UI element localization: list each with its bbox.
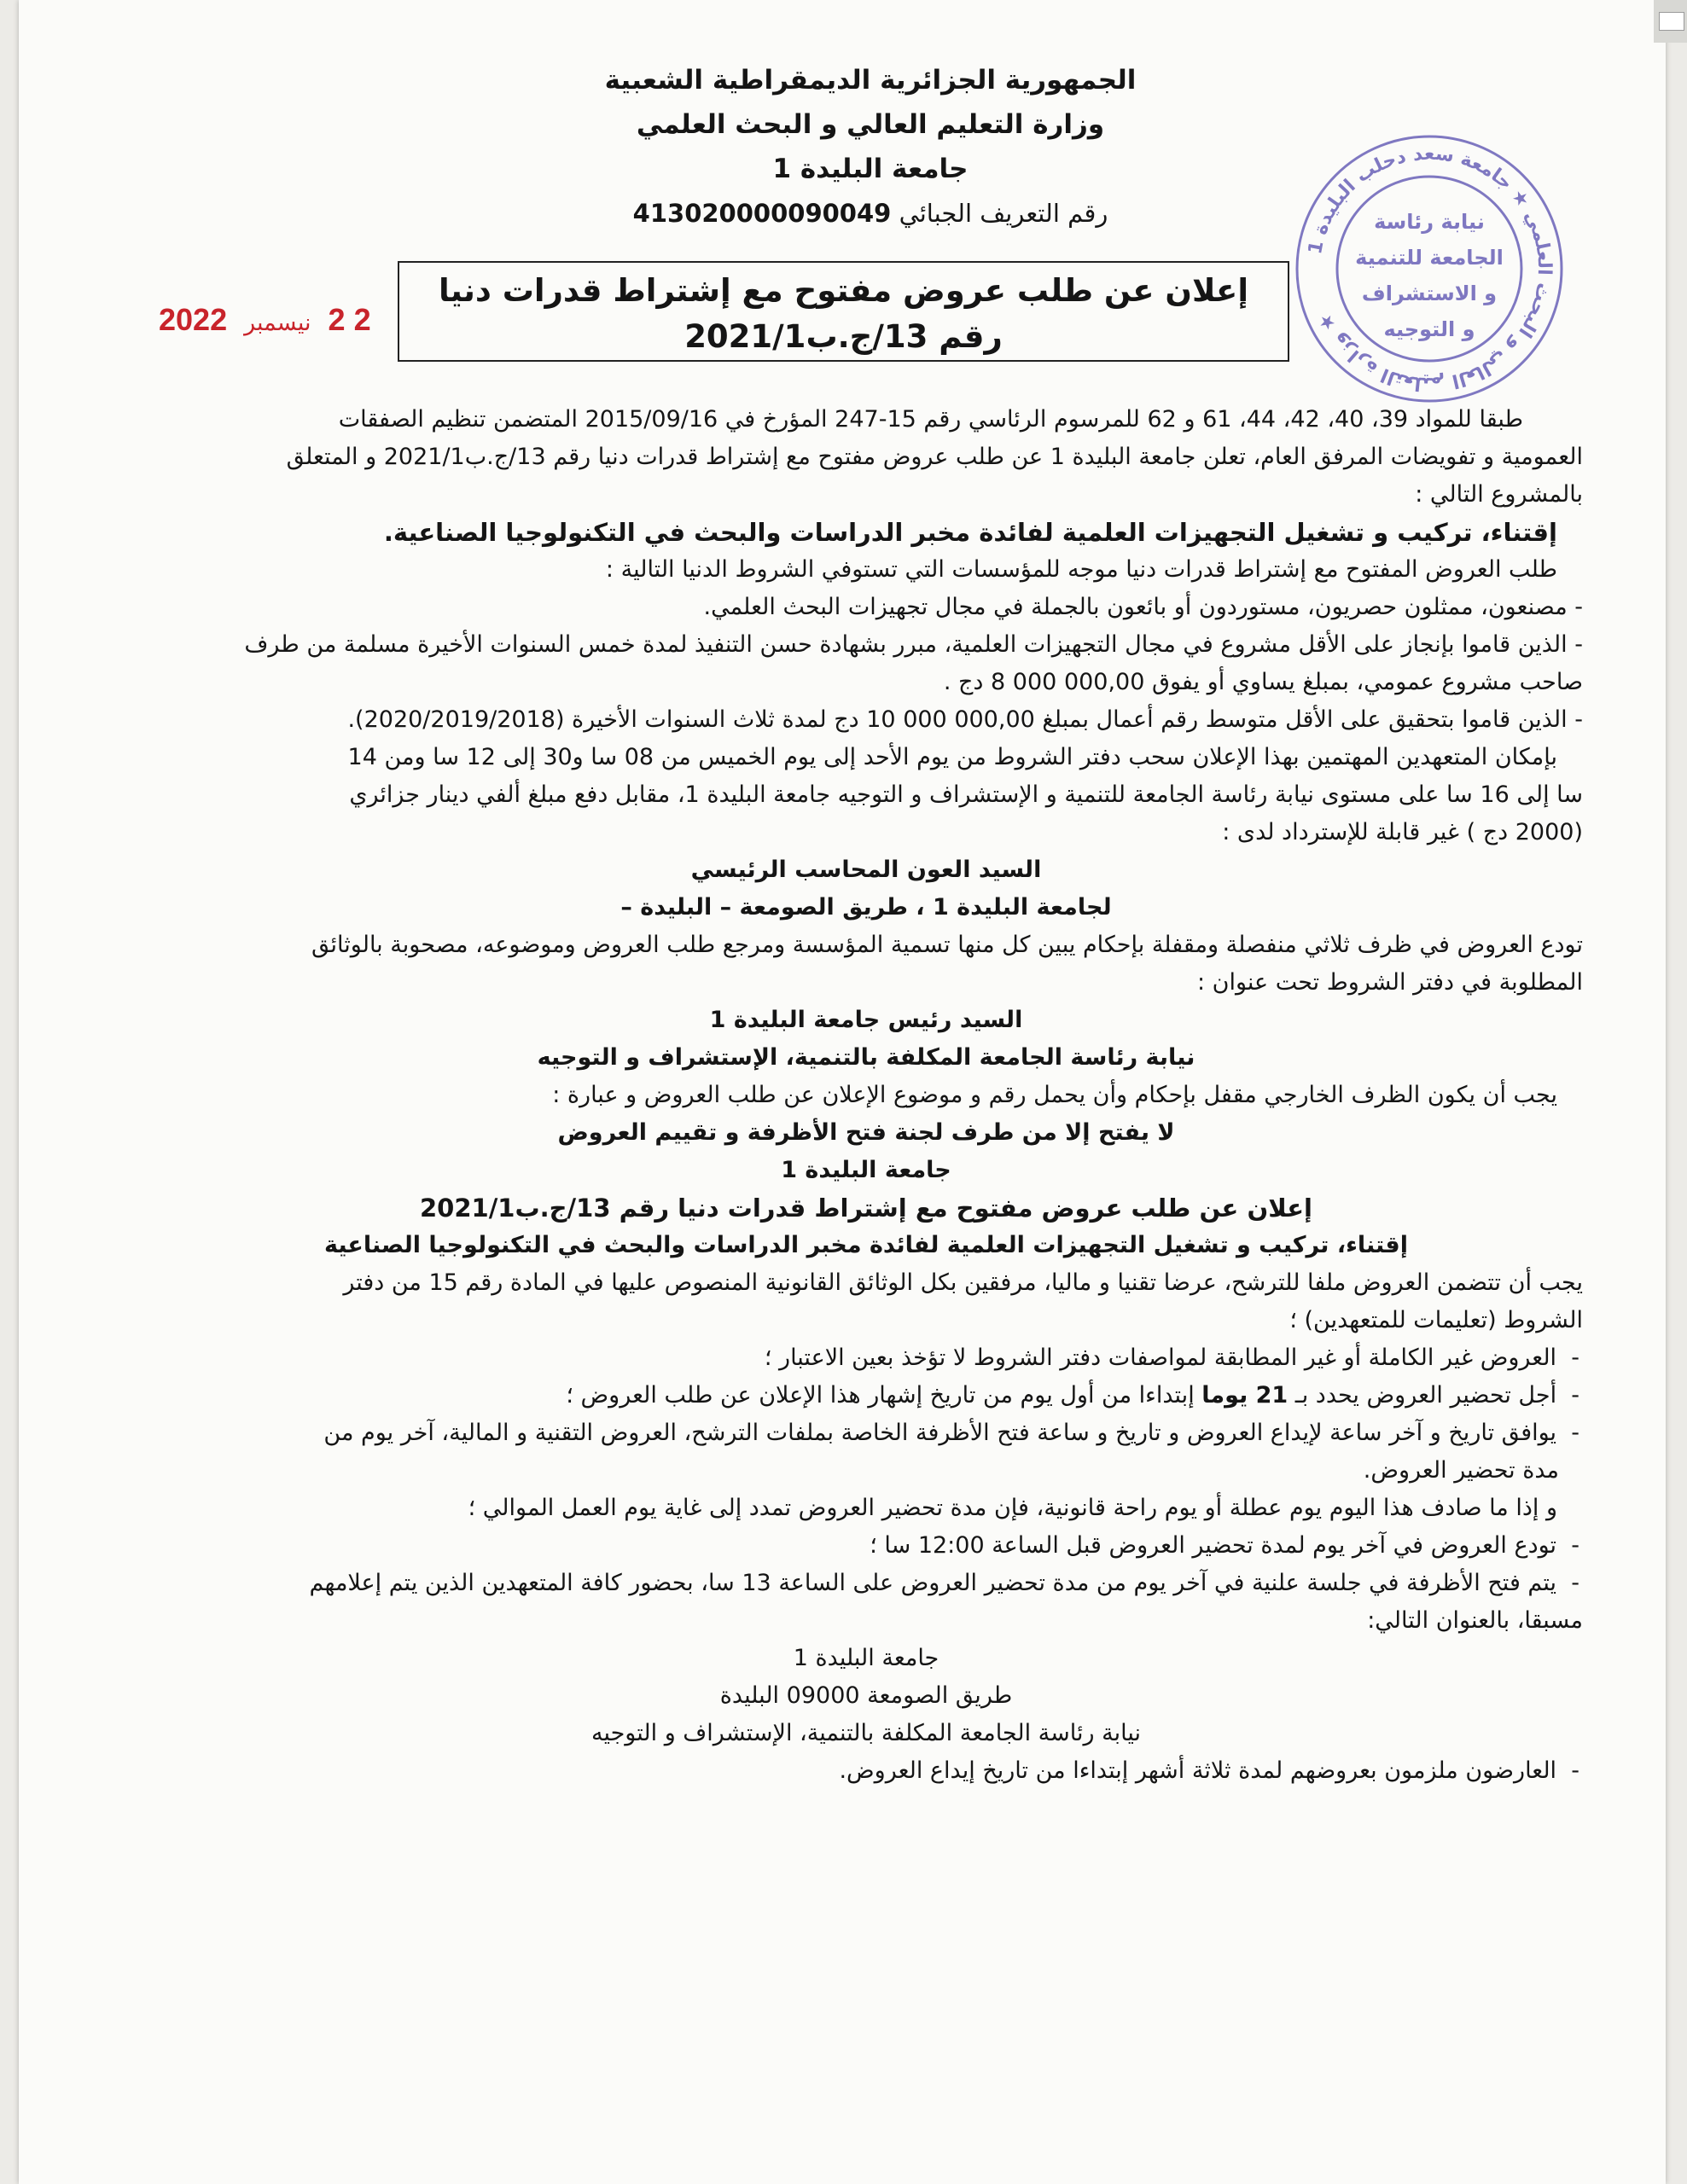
envelope-note: يجب أن يكون الظرف الخارجي مقفل بإحكام وأن يحمل رقم و موضوع الإعلان عن طلب العروض و عبارة : (552, 1082, 1557, 1108)
conditions-intro: طلب العروض المفتوح مع إشتراط قدرات دنيا موجه للمؤسسات التي تستوفي الشروط الدنيا التالية : (605, 556, 1557, 583)
seal-line-3: و الاستشراف (1361, 282, 1498, 305)
document-body (149, 401, 1583, 1790)
seal-line-2: الجامعة للتنمية (1355, 246, 1504, 270)
bullet-dash: - (1571, 1420, 1579, 1446)
bullet-incomplete-offers (149, 1339, 1583, 1377)
president-title: السيد رئيس جامعة البليدة 1 (709, 1007, 1023, 1033)
project-title-repeat: إقتناء، تركيب و تشغيل التجهيزات العلمية لفائدة مخبر الدراسات والبحث في التكنولوجيا الصناعية (324, 1232, 1408, 1258)
bullet-deposit-time (149, 1527, 1583, 1565)
condition-3: - الذين قاموا بتحقيق على الأقل متوسط رقم أعمال بمبلغ 000,00 000 10 دج لمدة ثلاث السنوات الأخيرة (2020/2019/2018). (347, 706, 1583, 733)
intro-line-3: بالمشروع التالي : (1415, 481, 1583, 508)
bullet-opening-date (149, 1414, 1583, 1452)
announcement-number: رقم 13/ج.ب2021/1 (684, 318, 1003, 355)
tax-id-line (597, 191, 1143, 235)
accountant-title: السيد العون المحاسب الرئيسي (690, 857, 1042, 883)
deadline-days: 21 يوما (1201, 1382, 1289, 1409)
address-line-3: نيابة رئاسة الجامعة المكلفة بالتنمية، الإستشراف و التوجيه (590, 1720, 1142, 1746)
bullet-dash: - (1571, 1345, 1579, 1371)
bullet-text: العارضون ملزمون بعروضهم لمدة ثلاثة أشهر إبتداءا من تاريخ إيداع العروض. (839, 1757, 1557, 1784)
seal-line-4: و التوجيه (1383, 317, 1475, 341)
file-line-2: الشروط (تعليمات للمتعهدين) ؛ (1289, 1307, 1583, 1333)
deposit-line-2: المطلوبة في دفتر الشروط تحت عنوان : (1196, 969, 1583, 996)
republic-name: الجمهورية الجزائرية الديمقراطية الشعبية (604, 65, 1137, 96)
bullet-dash: - (1571, 1382, 1579, 1409)
announcement-reference: إعلان عن طلب عروض مفتوح مع إشتراط قدرات دنيا رقم 13/ج.ب2021/1 (420, 1194, 1312, 1223)
ministry-name: وزارة التعليم العالي و البحث العلمي (636, 109, 1105, 140)
intro-line-2: العمومية و تفويضات المرفق العام، تعلن جامعة البليدة 1 عن طلب عروض مفتوح مع إشتراط قدرات دنيا رقم 13/ج.ب2021/1 و المتعلق (286, 444, 1583, 470)
deposit-line-1: تودع العروض في ظرف ثلاثي منفصلة ومقفلة بإحكام يبين كل منها تسمية المؤسسة ومرجع طلب العروض وموضوعه، مصحوبة بالوثائق (311, 932, 1583, 958)
holiday-note: و إذا ما صادف هذا اليوم يوم عطلة أو يوم راحة قانونية، فإن مدة تحضير العروض تمدد إلى غاية يوم العمل الموالي ؛ (468, 1495, 1557, 1521)
date-stamp (159, 302, 371, 338)
date-month: نيسمبر (244, 310, 311, 335)
bullet-text: يوافق تاريخ و آخر ساعة لإيداع العروض و تاريخ و ساعة فتح الأظرفة الخاصة بملفات الترشح، العروض التقنية و المالية، آخر يوم من (323, 1420, 1557, 1446)
accountant-address: لجامعة البليدة 1 ، طريق الصومعة – البليدة – (620, 894, 1112, 921)
condition-2-line-1: - الذين قاموا بإنجاز على الأقل مشروع في مجال التجهيزات العلمية، مبرر بشهادة حسن التنفيذ لمدة خمس السنوات الأخيرة مسلمة من طرف (244, 631, 1583, 658)
deadline-post: إبتداءا من أول يوم من تاريخ إشهار هذا الإعلان عن طلب العروض ؛ (566, 1382, 1195, 1409)
tax-id-value: 413020000090049 (632, 199, 892, 228)
do-not-open-notice: لا يفتح إلا من طرف لجنة فتح الأظرفة و تقييم العروض (557, 1119, 1175, 1146)
withdraw-line-3: (2000 دج ) غير قابلة للإسترداد لدى : (1222, 819, 1583, 845)
file-line-1: يجب أن تتضمن العروض ملفا للترشح، عرضا تقنيا و ماليا، مرفقين بكل الوثائق القانونية المنصوص عليها في المادة رقم 15 من دفتر (343, 1269, 1583, 1296)
withdraw-line-2: سا إلى 16 سا على مستوى نيابة رئاسة الجامعة للتنمية و الإستشراف و التوجيه جامعة البليدة 1، مقابل دفع مبلغ ألفي دينار جزائري (349, 781, 1583, 808)
condition-1: - مصنعون، ممثلون حصريون، مستوردون أو بائعون بالجملة في مجال تجهيزات البحث العلمي. (703, 594, 1583, 620)
bullet-validity (149, 1752, 1583, 1790)
university-label: جامعة البليدة 1 (781, 1157, 951, 1183)
bullet-public-opening (149, 1565, 1583, 1602)
bullet-text: يتم فتح الأظرفة في جلسة علنية في آخر يوم من مدة تحضير العروض على الساعة 13 سا، بحضور كافة المتعهدين الذين يتم إعلامهم (309, 1570, 1557, 1596)
vice-rectorate-title: نيابة رئاسة الجامعة المكلفة بالتنمية، الإستشراف و التوجيه (537, 1044, 1195, 1071)
paper-tab (1659, 12, 1684, 31)
seal-line-1: نيابة رئاسة (1374, 210, 1485, 234)
announcement-title: إعلان عن طلب عروض مفتوح مع إشتراط قدرات دنيا (438, 272, 1249, 309)
bullet-dash: - (1571, 1532, 1579, 1559)
intro-line-1: طبقا للمواد 39، 40، 42، 44، 61 و 62 للمرسوم الرئاسي رقم 15-247 المؤرخ في 2015/09/16 المتضمن تنظيم الصفقات (338, 406, 1523, 433)
bullet-deadline (149, 1377, 1583, 1414)
seal-outer-text: وزارة التعليم العالي و البحث العلمي ★ جامعة سعد دحلب البليدة 1 ★ (1305, 142, 1556, 395)
date-year: 2022 (159, 302, 228, 337)
condition-2-line-2: صاحب مشروع عمومي، بمبلغ يساوي أو يفوق 000,00 000 8 دج . (943, 669, 1583, 695)
university-name: جامعة البليدة 1 (772, 154, 969, 184)
bullet-dash: - (1571, 1757, 1579, 1784)
official-seal (1289, 128, 1570, 410)
bullet-text: العروض غير الكاملة أو غير المطابقة لمواصفات دفتر الشروط لا تؤخذ بعين الاعتبار ؛ (764, 1345, 1557, 1371)
bullet-dash: - (1571, 1570, 1579, 1596)
bullet-text: تودع العروض في آخر يوم لمدة تحضير العروض قبل الساعة 12:00 سا ؛ (870, 1532, 1557, 1559)
title-box (398, 261, 1289, 362)
address-line-2: طريق الصومعة 09000 البليدة (719, 1682, 1013, 1709)
deadline-pre: أجل تحضير العروض يحدد بـ (1294, 1382, 1557, 1409)
document-header (597, 58, 1143, 235)
bullet-public-opening-cont: مسبقا، بالعنوان التالي: (1367, 1607, 1583, 1634)
tax-id-label: رقم التعريف الجبائي (899, 199, 1108, 228)
withdraw-line-1: بإمكان المتعهدين المهتمين بهذا الإعلان سحب دفتر الشروط من يوم الأحد إلى يوم الخميس من 08 سا و30 إلى 12 سا ومن 14 (347, 744, 1557, 770)
address-line-1: جامعة البليدة 1 (793, 1645, 939, 1671)
project-title: إقتناء، تركيب و تشغيل التجهيزات العلمية لفائدة مخبر الدراسات والبحث في التكنولوجيا الصناعية. (383, 518, 1557, 547)
bullet-opening-date-cont: مدة تحضير العروض. (1363, 1457, 1559, 1484)
date-day: 2 2 (328, 302, 371, 337)
